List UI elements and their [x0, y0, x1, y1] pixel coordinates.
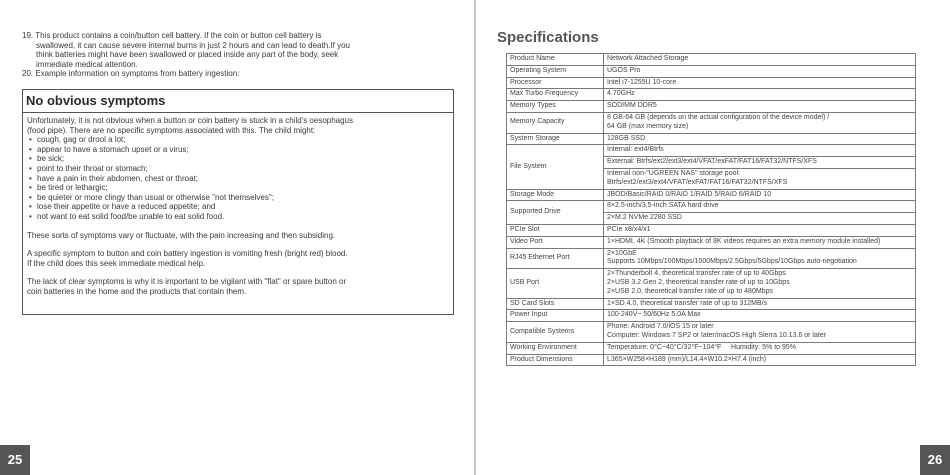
- table-row: [507, 189, 916, 201]
- table-row: [507, 133, 916, 145]
- spec-key: USB Port: [507, 269, 604, 298]
- intro-line: (food pipe). There are no specific symptoms associated with this. The child might:: [27, 125, 316, 135]
- spec-value: [604, 112, 916, 133]
- spec-value: 2×M.2 NVMe 2280 SSD: [604, 213, 916, 225]
- table-row: [507, 298, 916, 310]
- spec-value: External: Btrfs/ext2/ext3/ext4/VFAT/exFAT/FAT16/FAT32/NTFS/XFS: [604, 157, 916, 169]
- spec-value: [604, 322, 916, 343]
- spec-key: System Storage: [507, 133, 604, 145]
- page-number-right: 26: [920, 445, 950, 475]
- spec-value-line: Internal non-"UGREEN NAS" storage pool:: [607, 169, 740, 177]
- paragraph: If the child does this seek immediate medical help.: [27, 258, 206, 268]
- symptoms-title: No obvious symptoms: [23, 90, 453, 113]
- spec-value: SODIMM DDR5: [604, 101, 916, 113]
- table-row: [507, 236, 916, 248]
- spec-value: UGOS Pro: [604, 65, 916, 77]
- spec-value: 100-240V~ 50/60Hz 5.0A Max: [604, 310, 916, 322]
- table-row: [507, 322, 916, 343]
- spec-key: File System: [507, 145, 604, 189]
- spec-value-line: 8 GB-64 GB (depends on the actual configuration of the device model) /: [607, 113, 830, 121]
- spec-value-line: 2×10GbE: [607, 249, 637, 257]
- spec-value-line: Computer: Windows 7 SP2 or later/macOS High Sierra 10.13.6 or later: [607, 331, 827, 339]
- spec-value-line: Btrfs/ext2/ext3/ext4/VFAT/exFAT/FAT16/FAT32/NTFS/XFS: [607, 178, 788, 186]
- warning-line: think batteries might have been swallowed or placed inside any part of the body, seek: [36, 50, 339, 60]
- symptom-item: • be quieter or more clingy than usual or otherwise "not themselves";: [27, 193, 449, 203]
- spec-key: Memory Capacity: [507, 112, 604, 133]
- specifications-title: Specifications: [497, 29, 599, 46]
- spec-value-line: Phone: Android 7.0/iOS 15 or later: [607, 323, 714, 331]
- symptom-list: [27, 135, 449, 221]
- symptom-item: • be tired or lethargic;: [27, 183, 449, 193]
- spec-value-line: 64 GB (max memory size): [607, 122, 689, 130]
- table-row: [507, 65, 916, 77]
- spec-key: RJ45 Ethernet Port: [507, 248, 604, 269]
- table-row: [507, 77, 916, 89]
- page-number-left: 25: [0, 445, 30, 475]
- spec-value: Intel i7-1255U 10-core: [604, 77, 916, 89]
- warning-line: 20. Example information on symptoms from battery ingestion:: [22, 69, 240, 79]
- symptom-item: • have a pain in their abdomen, chest or throat;: [27, 174, 449, 184]
- table-row: [507, 310, 916, 322]
- spec-value-line: 2×Thunderbolt 4, theoretical transfer rate of up to 40Gbps: [607, 270, 786, 278]
- spec-value: 128GB SSD: [604, 133, 916, 145]
- paragraph: coin batteries in the home and the products that contain them.: [27, 286, 247, 296]
- spec-value: Temperature: 0°C~40°C/32°F~104°F Humidity: 5% to 95%: [604, 342, 916, 354]
- symptom-item: • point to their throat or stomach;: [27, 164, 449, 174]
- table-row: [507, 201, 916, 213]
- table-row: [507, 145, 916, 157]
- table-row: [507, 54, 916, 66]
- symptom-item: • appear to have a stomach upset or a virus;: [27, 145, 449, 155]
- battery-warning: [22, 31, 442, 79]
- table-row: [507, 354, 916, 366]
- spec-value: 8×2.5-inch/3.5-inch SATA hard drive: [604, 201, 916, 213]
- symptoms-body: [23, 113, 453, 297]
- table-row: [507, 248, 916, 269]
- spec-value: 4.70GHz: [604, 89, 916, 101]
- spec-value: PCIe x8/x4/x1: [604, 224, 916, 236]
- spec-value: L365×W258×H189 (mm)/L14.4×W10.2×H7.4 (inch): [604, 354, 916, 366]
- warning-line: swallowed, it can cause severe internal burns in just 2 hours and can lead to death.If you: [36, 40, 350, 50]
- spec-key: Operating System: [507, 65, 604, 77]
- spec-key: Storage Mode: [507, 189, 604, 201]
- table-row: [507, 342, 916, 354]
- spec-value: Network Attached Storage: [604, 54, 916, 66]
- table-row: [507, 89, 916, 101]
- spec-key: Product Dimensions: [507, 354, 604, 366]
- paragraph: These sorts of symptoms vary or fluctuate, with the pain increasing and then subsiding.: [27, 230, 336, 240]
- spec-value-line: Supports 10Mbps/100Mbps/1000Mbps/2.5Gbps/5Gbps/10Gbps auto-negotiation: [607, 258, 857, 266]
- spec-key: Product Name: [507, 54, 604, 66]
- spec-value: [604, 248, 916, 269]
- spec-value: [604, 269, 916, 298]
- warning-line: 19. This product contains a coin/button cell battery. If the coin or button cell battery is: [22, 31, 322, 40]
- spec-key: PCIe Slot: [507, 224, 604, 236]
- spec-key: Working Environment: [507, 342, 604, 354]
- symptom-item: • cough, gag or drool a lot;: [27, 135, 449, 145]
- spec-key: SD Card Slots: [507, 298, 604, 310]
- specifications-table: [506, 53, 916, 366]
- left-page: [0, 0, 474, 475]
- spec-key: Supported Drive: [507, 201, 604, 225]
- spec-key: Video Port: [507, 236, 604, 248]
- table-row: [507, 269, 916, 298]
- spec-key: Max Turbo Frequency: [507, 89, 604, 101]
- spec-value: 1×HDMI, 4K (Smooth playback of 8K videos requires an extra memory module installed): [604, 236, 916, 248]
- book-spine: [474, 0, 476, 475]
- spec-key: Power Input: [507, 310, 604, 322]
- spec-value: Internal: ext4/Btrfs: [604, 145, 916, 157]
- warning-line: immediate medical attention.: [36, 59, 138, 69]
- spec-value: 1×SD 4.0, theoretical transfer rate of up to 312MB/s: [604, 298, 916, 310]
- paragraph: A specific symptom to button and coin battery ingestion is vomiting fresh (bright red) blood.: [27, 249, 348, 259]
- spec-value: [604, 168, 916, 189]
- symptoms-box: [22, 89, 454, 315]
- symptom-item: • lose their appetite or have a reduced appetite; and: [27, 202, 449, 212]
- spec-key: Processor: [507, 77, 604, 89]
- table-row: [507, 224, 916, 236]
- spec-value-line: 2×USB 3.2 Gen 2, theoretical transfer rate of up to 10Gbps: [607, 278, 790, 286]
- spec-value: JBOD/Basic/RAID 0/RAID 1/RAID 5/RAID 6/RAID 10: [604, 189, 916, 201]
- paragraph: The lack of clear symptoms is why it is important to be vigilant with "flat" or spare button or: [27, 277, 347, 287]
- spec-key: Compatible Systems: [507, 322, 604, 343]
- table-row: [507, 101, 916, 113]
- spec-value-line: 2×USB 2.0, theoretical transfer rate of up to 480Mbps: [607, 287, 773, 295]
- spec-key: Memory Types: [507, 101, 604, 113]
- symptom-item: • not want to eat solid food/be unable to eat solid food.: [27, 212, 449, 222]
- table-row: [507, 112, 916, 133]
- intro-line: Unfortunately, it is not obvious when a button or coin battery is stuck in a child's oesophagus: [27, 116, 354, 125]
- symptom-item: • be sick;: [27, 154, 449, 164]
